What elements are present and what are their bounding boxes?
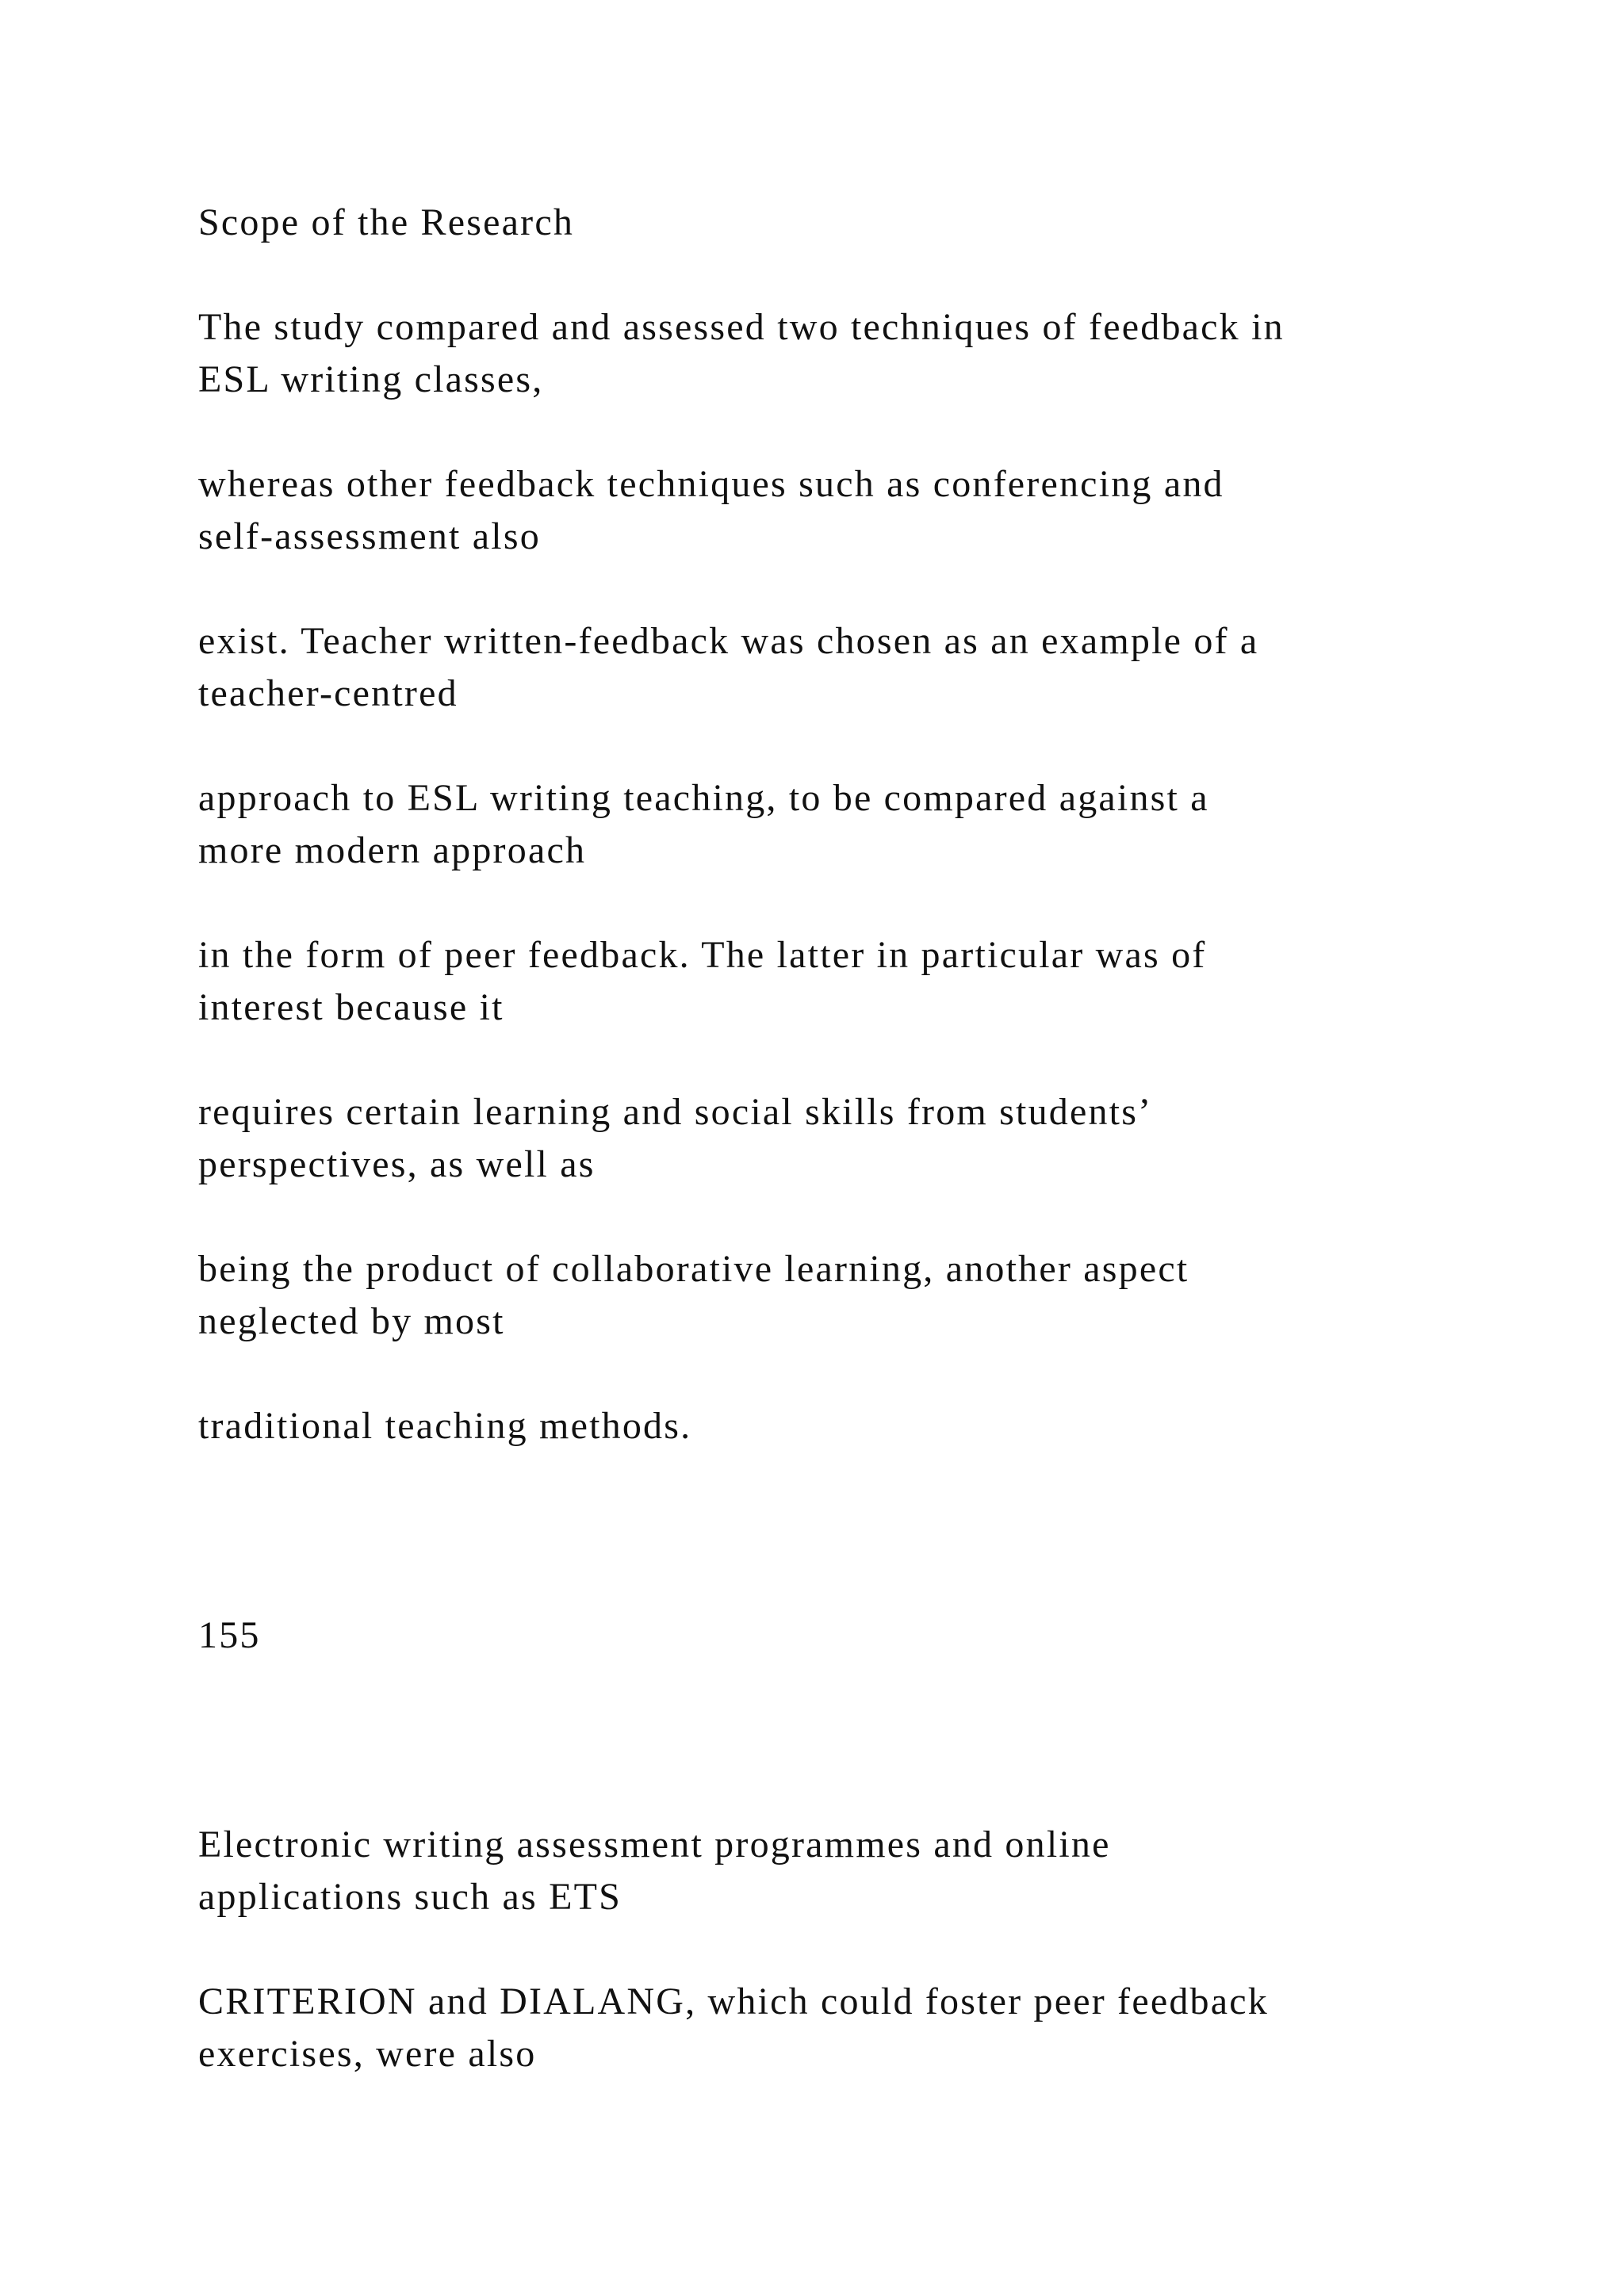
continuation-1-line-2: applications such as ETS: [198, 1876, 622, 1918]
paragraph-5-line-1: in the form of peer feedback. The latter in particular was of: [198, 934, 1207, 976]
page-number: 155: [198, 1614, 261, 1656]
paragraph-1-line-1: The study compared and assessed two techniques of feedback in: [198, 306, 1285, 348]
paragraph-3-line-2: teacher-centred: [198, 672, 458, 714]
section-heading: Scope of the Research: [198, 201, 575, 243]
paragraph-4-line-2: more modern approach: [198, 829, 587, 871]
paragraph-1-line-2: ESL writing classes,: [198, 358, 544, 400]
paragraph-3-line-1: exist. Teacher written-feedback was chosen as an example of a: [198, 620, 1259, 662]
paragraph-5-line-2: interest because it: [198, 986, 504, 1028]
paragraph-2-line-2: self-assessment also: [198, 515, 541, 557]
paragraph-2-line-1: whereas other feedback techniques such as conferencing and: [198, 463, 1224, 505]
paragraph-7-line-2: neglected by most: [198, 1300, 505, 1342]
continuation-2-line-1: CRITERION and DIALANG, which could foster peer feedback: [198, 1980, 1269, 2022]
paragraph-6-line-2: perspectives, as well as: [198, 1143, 596, 1185]
paragraph-7-line-1: being the product of collaborative learning, another aspect: [198, 1248, 1189, 1290]
paragraph-8-line-1: traditional teaching methods.: [198, 1405, 692, 1447]
paragraph-6-line-1: requires certain learning and social skills from students’: [198, 1091, 1153, 1133]
paragraph-4-line-1: approach to ESL writing teaching, to be compared against a: [198, 777, 1209, 819]
continuation-1-line-1: Electronic writing assessment programmes and online: [198, 1823, 1111, 1866]
continuation-2-line-2: exercises, were also: [198, 2033, 537, 2075]
